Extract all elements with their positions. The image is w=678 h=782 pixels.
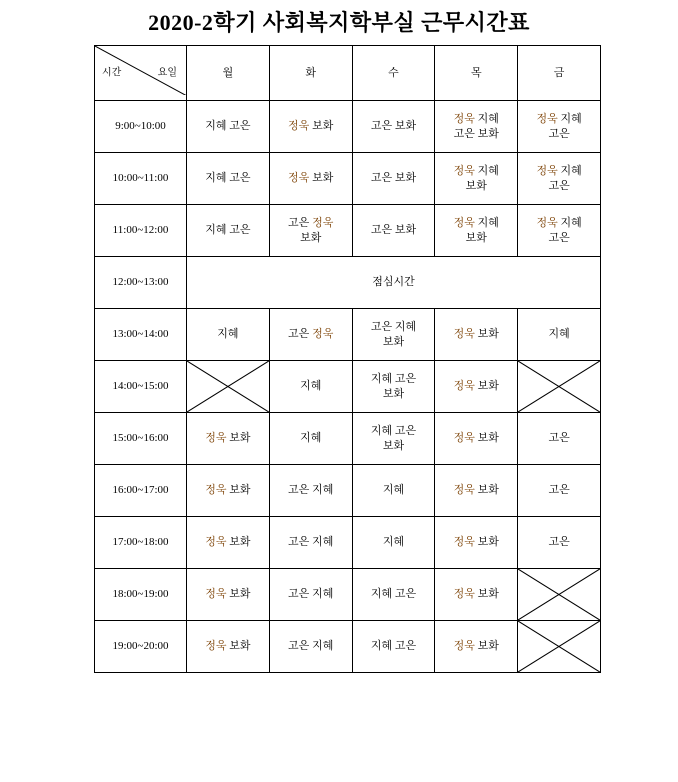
staff-name: 정욱	[453, 432, 475, 445]
shift-cell	[435, 153, 518, 205]
shift-cell	[269, 569, 352, 621]
shift-cell	[269, 517, 352, 569]
shift-cell	[435, 205, 518, 257]
shift-names	[188, 431, 268, 446]
staff-name: 지혜	[205, 120, 227, 133]
cell-line	[354, 119, 434, 134]
cell-line	[271, 535, 351, 550]
shift-cell	[352, 101, 435, 153]
staff-name: 정욱	[453, 640, 475, 653]
staff-name: 지혜	[560, 112, 582, 125]
shift-cell	[269, 205, 352, 257]
row-time-label: 12:00~13:00	[95, 257, 187, 309]
cell-line	[519, 431, 599, 446]
shift-names	[188, 119, 268, 134]
cell-line	[271, 327, 351, 342]
shift-names	[519, 112, 599, 142]
cell-line	[436, 379, 516, 394]
shift-cell	[518, 413, 601, 465]
row-time-label: 14:00~15:00	[95, 361, 187, 413]
table-row	[95, 517, 601, 569]
shift-names	[519, 431, 599, 446]
shift-cell	[518, 153, 601, 205]
cell-line	[519, 216, 599, 231]
cell-line	[271, 639, 351, 654]
cell-line	[188, 327, 268, 342]
staff-name: 고은	[288, 216, 310, 229]
shift-cell	[269, 101, 352, 153]
shift-cell	[352, 569, 435, 621]
shift-names	[436, 535, 516, 550]
table-row	[95, 205, 601, 257]
staff-name: 고은	[370, 120, 393, 133]
row-time-label: 10:00~11:00	[95, 153, 187, 205]
shift-cell	[269, 309, 352, 361]
shift-names	[354, 535, 434, 550]
cell-line	[354, 483, 434, 498]
cell-line	[188, 171, 268, 186]
cell-line	[436, 587, 516, 602]
work-schedule-table	[94, 45, 601, 673]
corner-time-label: 시간	[102, 67, 122, 79]
cell-line	[354, 223, 434, 238]
x-cross-icon	[518, 361, 600, 412]
table-row	[95, 465, 601, 517]
staff-name: 보화	[477, 127, 499, 140]
row-time-label: 9:00~10:00	[95, 101, 187, 153]
shift-cell	[269, 413, 352, 465]
document-page	[0, 6, 678, 673]
staff-name: 보화	[312, 120, 334, 133]
staff-name: 보화	[229, 588, 251, 601]
shift-names	[354, 424, 434, 454]
no-shift-cell	[518, 361, 601, 413]
shift-names	[188, 171, 268, 186]
staff-name: 지혜	[370, 424, 393, 437]
staff-name: 보화	[394, 224, 417, 237]
staff-name: 보화	[382, 335, 405, 348]
shift-cell	[187, 413, 270, 465]
cell-line	[354, 535, 434, 550]
cell-line	[436, 431, 516, 446]
cell-line	[519, 179, 599, 194]
staff-name: 고은	[288, 588, 310, 601]
shift-cell	[269, 621, 352, 673]
shift-cell	[352, 153, 435, 205]
row-time-label: 19:00~20:00	[95, 621, 187, 673]
no-shift-cell	[518, 621, 601, 673]
table-head	[95, 46, 601, 101]
shift-names	[436, 379, 516, 394]
shift-names	[436, 112, 516, 142]
shift-cell	[518, 309, 601, 361]
staff-name: 보화	[229, 484, 251, 497]
shift-names	[354, 119, 434, 134]
shift-cell	[435, 101, 518, 153]
shift-names	[354, 372, 434, 402]
x-cross-icon	[187, 361, 269, 412]
shift-names	[436, 639, 516, 654]
staff-name: 지혜	[560, 216, 582, 229]
shift-names	[188, 223, 268, 238]
staff-name: 고은	[288, 536, 310, 549]
shift-names	[271, 639, 351, 654]
staff-name: 고은	[370, 224, 393, 237]
staff-name: 정욱	[205, 640, 227, 653]
staff-name: 정욱	[453, 216, 475, 229]
shift-cell	[187, 465, 270, 517]
shift-names	[271, 587, 351, 602]
staff-name: 지혜	[312, 588, 334, 601]
shift-names	[354, 320, 434, 350]
shift-cell	[435, 465, 518, 517]
staff-name: 지혜	[300, 380, 322, 393]
staff-name: 지혜	[560, 164, 582, 177]
cell-line	[519, 127, 599, 142]
staff-name: 보화	[382, 439, 405, 452]
staff-name: 지혜	[382, 484, 405, 497]
staff-name: 고은	[370, 320, 393, 333]
cell-line	[271, 483, 351, 498]
table-row	[95, 101, 601, 153]
shift-names	[436, 587, 516, 602]
staff-name: 정욱	[205, 536, 227, 549]
shift-cell	[187, 309, 270, 361]
shift-cell	[435, 621, 518, 673]
shift-names	[271, 431, 351, 446]
shift-cell	[435, 413, 518, 465]
cell-line	[436, 327, 516, 342]
staff-name: 정욱	[536, 216, 558, 229]
column-header-thu: 목	[435, 46, 518, 101]
shift-names	[354, 639, 434, 654]
x-cross-icon	[518, 569, 600, 620]
staff-name: 고은	[548, 432, 570, 445]
staff-name: 보화	[477, 484, 499, 497]
table-row	[95, 621, 601, 673]
cell-line	[188, 431, 268, 446]
schedule-table-wrap	[0, 45, 678, 673]
cell-line	[436, 127, 516, 142]
shift-names	[188, 587, 268, 602]
staff-name: 지혜	[477, 112, 499, 125]
staff-name: 고은	[370, 172, 393, 185]
cell-line	[271, 216, 351, 231]
staff-name: 정욱	[453, 328, 475, 341]
staff-name: 지혜	[477, 216, 499, 229]
staff-name: 보화	[229, 640, 251, 653]
shift-cell	[352, 205, 435, 257]
shift-names	[271, 535, 351, 550]
shift-names	[188, 327, 268, 342]
staff-name: 정욱	[453, 588, 475, 601]
shift-names	[436, 483, 516, 498]
staff-name: 지혜	[300, 432, 322, 445]
staff-name: 고은	[229, 172, 251, 185]
staff-name: 보화	[394, 120, 417, 133]
cell-line	[188, 535, 268, 550]
shift-names	[354, 223, 434, 238]
staff-name: 고은	[548, 484, 570, 497]
row-time-label: 17:00~18:00	[95, 517, 187, 569]
staff-name: 정욱	[205, 432, 227, 445]
shift-names	[354, 483, 434, 498]
cell-line	[354, 439, 434, 454]
staff-name: 고은	[394, 372, 417, 385]
staff-name: 보화	[312, 172, 334, 185]
staff-name: 보화	[465, 179, 487, 192]
cell-line	[354, 171, 434, 186]
staff-name: 보화	[477, 432, 499, 445]
staff-name: 정욱	[312, 216, 334, 229]
shift-cell	[352, 309, 435, 361]
staff-name: 정욱	[536, 164, 558, 177]
cell-line	[436, 112, 516, 127]
corner-day-label: 요일	[157, 67, 177, 79]
row-time-label: 18:00~19:00	[95, 569, 187, 621]
header-corner-cell	[95, 46, 187, 101]
staff-name: 정욱	[288, 120, 310, 133]
shift-names	[519, 327, 599, 342]
staff-name: 고은	[288, 640, 310, 653]
shift-cell	[435, 309, 518, 361]
staff-name: 정욱	[288, 172, 310, 185]
shift-names	[519, 216, 599, 246]
staff-name: 정욱	[453, 380, 475, 393]
staff-name: 고은	[394, 640, 417, 653]
shift-cell	[518, 517, 601, 569]
staff-name: 고은	[548, 536, 570, 549]
shift-cell	[518, 101, 601, 153]
cell-line	[436, 216, 516, 231]
shift-cell	[518, 465, 601, 517]
staff-name: 고은	[548, 179, 570, 192]
cell-line	[354, 335, 434, 350]
shift-names	[188, 535, 268, 550]
shift-names	[271, 119, 351, 134]
staff-name: 고은	[394, 588, 417, 601]
cell-line	[436, 231, 516, 246]
cell-line	[354, 424, 434, 439]
cell-line	[271, 431, 351, 446]
table-body	[95, 101, 601, 673]
row-time-label: 11:00~12:00	[95, 205, 187, 257]
table-row	[95, 309, 601, 361]
shift-cell	[187, 101, 270, 153]
staff-name: 지혜	[312, 640, 334, 653]
cell-line	[271, 171, 351, 186]
cell-line	[354, 320, 434, 335]
staff-name: 지혜	[548, 328, 570, 341]
shift-names	[271, 327, 351, 342]
shift-cell	[269, 153, 352, 205]
shift-names	[519, 535, 599, 550]
cell-line	[271, 379, 351, 394]
cell-line	[188, 587, 268, 602]
shift-cell	[187, 569, 270, 621]
staff-name: 고은	[453, 127, 475, 140]
cell-line	[354, 387, 434, 402]
column-header-tue: 화	[269, 46, 352, 101]
staff-name: 지혜	[382, 536, 405, 549]
staff-name: 보화	[477, 536, 499, 549]
staff-name: 정욱	[205, 484, 227, 497]
shift-names	[436, 327, 516, 342]
staff-name: 지혜	[370, 588, 393, 601]
staff-name: 지혜	[312, 536, 334, 549]
shift-cell	[352, 361, 435, 413]
shift-names	[436, 431, 516, 446]
cell-line	[519, 231, 599, 246]
table-row	[95, 257, 601, 309]
staff-name: 보화	[477, 640, 499, 653]
cell-line	[354, 372, 434, 387]
staff-name: 보화	[465, 231, 487, 244]
shift-names	[436, 216, 516, 246]
shift-cell	[435, 569, 518, 621]
staff-name: 지혜	[477, 164, 499, 177]
staff-name: 정욱	[453, 164, 475, 177]
table-row	[95, 413, 601, 465]
shift-names	[271, 171, 351, 186]
no-shift-cell	[187, 361, 270, 413]
staff-name: 정욱	[205, 588, 227, 601]
shift-cell	[187, 517, 270, 569]
staff-name: 지혜	[312, 484, 334, 497]
staff-name: 고은	[288, 484, 310, 497]
shift-cell	[187, 153, 270, 205]
cell-line	[519, 483, 599, 498]
staff-name: 보화	[229, 432, 251, 445]
shift-cell	[269, 361, 352, 413]
cell-line	[271, 119, 351, 134]
staff-name: 정욱	[312, 328, 334, 341]
shift-cell	[352, 413, 435, 465]
cell-line	[436, 179, 516, 194]
shift-names	[436, 164, 516, 194]
shift-names	[354, 171, 434, 186]
staff-name: 지혜	[205, 224, 227, 237]
staff-name: 지혜	[370, 640, 393, 653]
shift-names	[188, 639, 268, 654]
staff-name: 지혜	[205, 172, 227, 185]
cell-line	[188, 223, 268, 238]
staff-name: 보화	[300, 231, 322, 244]
shift-cell	[435, 361, 518, 413]
cell-line	[519, 327, 599, 342]
staff-name: 지혜	[370, 372, 393, 385]
no-shift-cell	[518, 569, 601, 621]
shift-names	[271, 483, 351, 498]
table-row	[95, 361, 601, 413]
cell-line	[188, 639, 268, 654]
x-cross-icon	[518, 621, 600, 672]
shift-names	[271, 379, 351, 394]
staff-name: 고은	[548, 127, 570, 140]
staff-name: 지혜	[217, 328, 239, 341]
table-row	[95, 569, 601, 621]
staff-name: 정욱	[536, 112, 558, 125]
column-header-wed: 수	[352, 46, 435, 101]
lunch-break-cell: 점심시간	[187, 257, 601, 309]
cell-line	[436, 535, 516, 550]
shift-cell	[187, 621, 270, 673]
column-header-fri: 금	[518, 46, 601, 101]
shift-names	[519, 483, 599, 498]
row-time-label: 15:00~16:00	[95, 413, 187, 465]
staff-name: 고은	[229, 224, 251, 237]
staff-name: 보화	[382, 387, 405, 400]
table-header-row	[95, 46, 601, 101]
cell-line	[519, 535, 599, 550]
cell-line	[188, 483, 268, 498]
shift-names	[519, 164, 599, 194]
staff-name: 보화	[477, 380, 499, 393]
staff-name: 보화	[477, 588, 499, 601]
cell-line	[354, 639, 434, 654]
cell-line	[271, 231, 351, 246]
cell-line	[436, 164, 516, 179]
row-time-label: 13:00~14:00	[95, 309, 187, 361]
shift-names	[354, 587, 434, 602]
staff-name: 고은	[288, 328, 310, 341]
cell-line	[271, 587, 351, 602]
staff-name: 보화	[394, 172, 417, 185]
column-header-mon: 월	[187, 46, 270, 101]
shift-cell	[269, 465, 352, 517]
shift-cell	[352, 621, 435, 673]
staff-name: 지혜	[394, 320, 417, 333]
shift-cell	[187, 205, 270, 257]
staff-name: 고은	[229, 120, 251, 133]
staff-name: 고은	[548, 231, 570, 244]
table-row	[95, 153, 601, 205]
cell-line	[436, 639, 516, 654]
staff-name: 정욱	[453, 112, 475, 125]
shift-cell	[352, 465, 435, 517]
shift-cell	[435, 517, 518, 569]
staff-name: 보화	[477, 328, 499, 341]
staff-name: 정욱	[453, 484, 475, 497]
staff-name: 정욱	[453, 536, 475, 549]
cell-line	[519, 164, 599, 179]
cell-line	[188, 119, 268, 134]
shift-cell	[352, 517, 435, 569]
shift-names	[188, 483, 268, 498]
cell-line	[519, 112, 599, 127]
shift-names	[271, 216, 351, 246]
page-title: 2020-2학기 사회복지학부실 근무시간표	[148, 10, 530, 35]
row-time-label: 16:00~17:00	[95, 465, 187, 517]
staff-name: 고은	[394, 424, 417, 437]
cell-line	[436, 483, 516, 498]
staff-name: 보화	[229, 536, 251, 549]
cell-line	[354, 587, 434, 602]
shift-cell	[518, 205, 601, 257]
